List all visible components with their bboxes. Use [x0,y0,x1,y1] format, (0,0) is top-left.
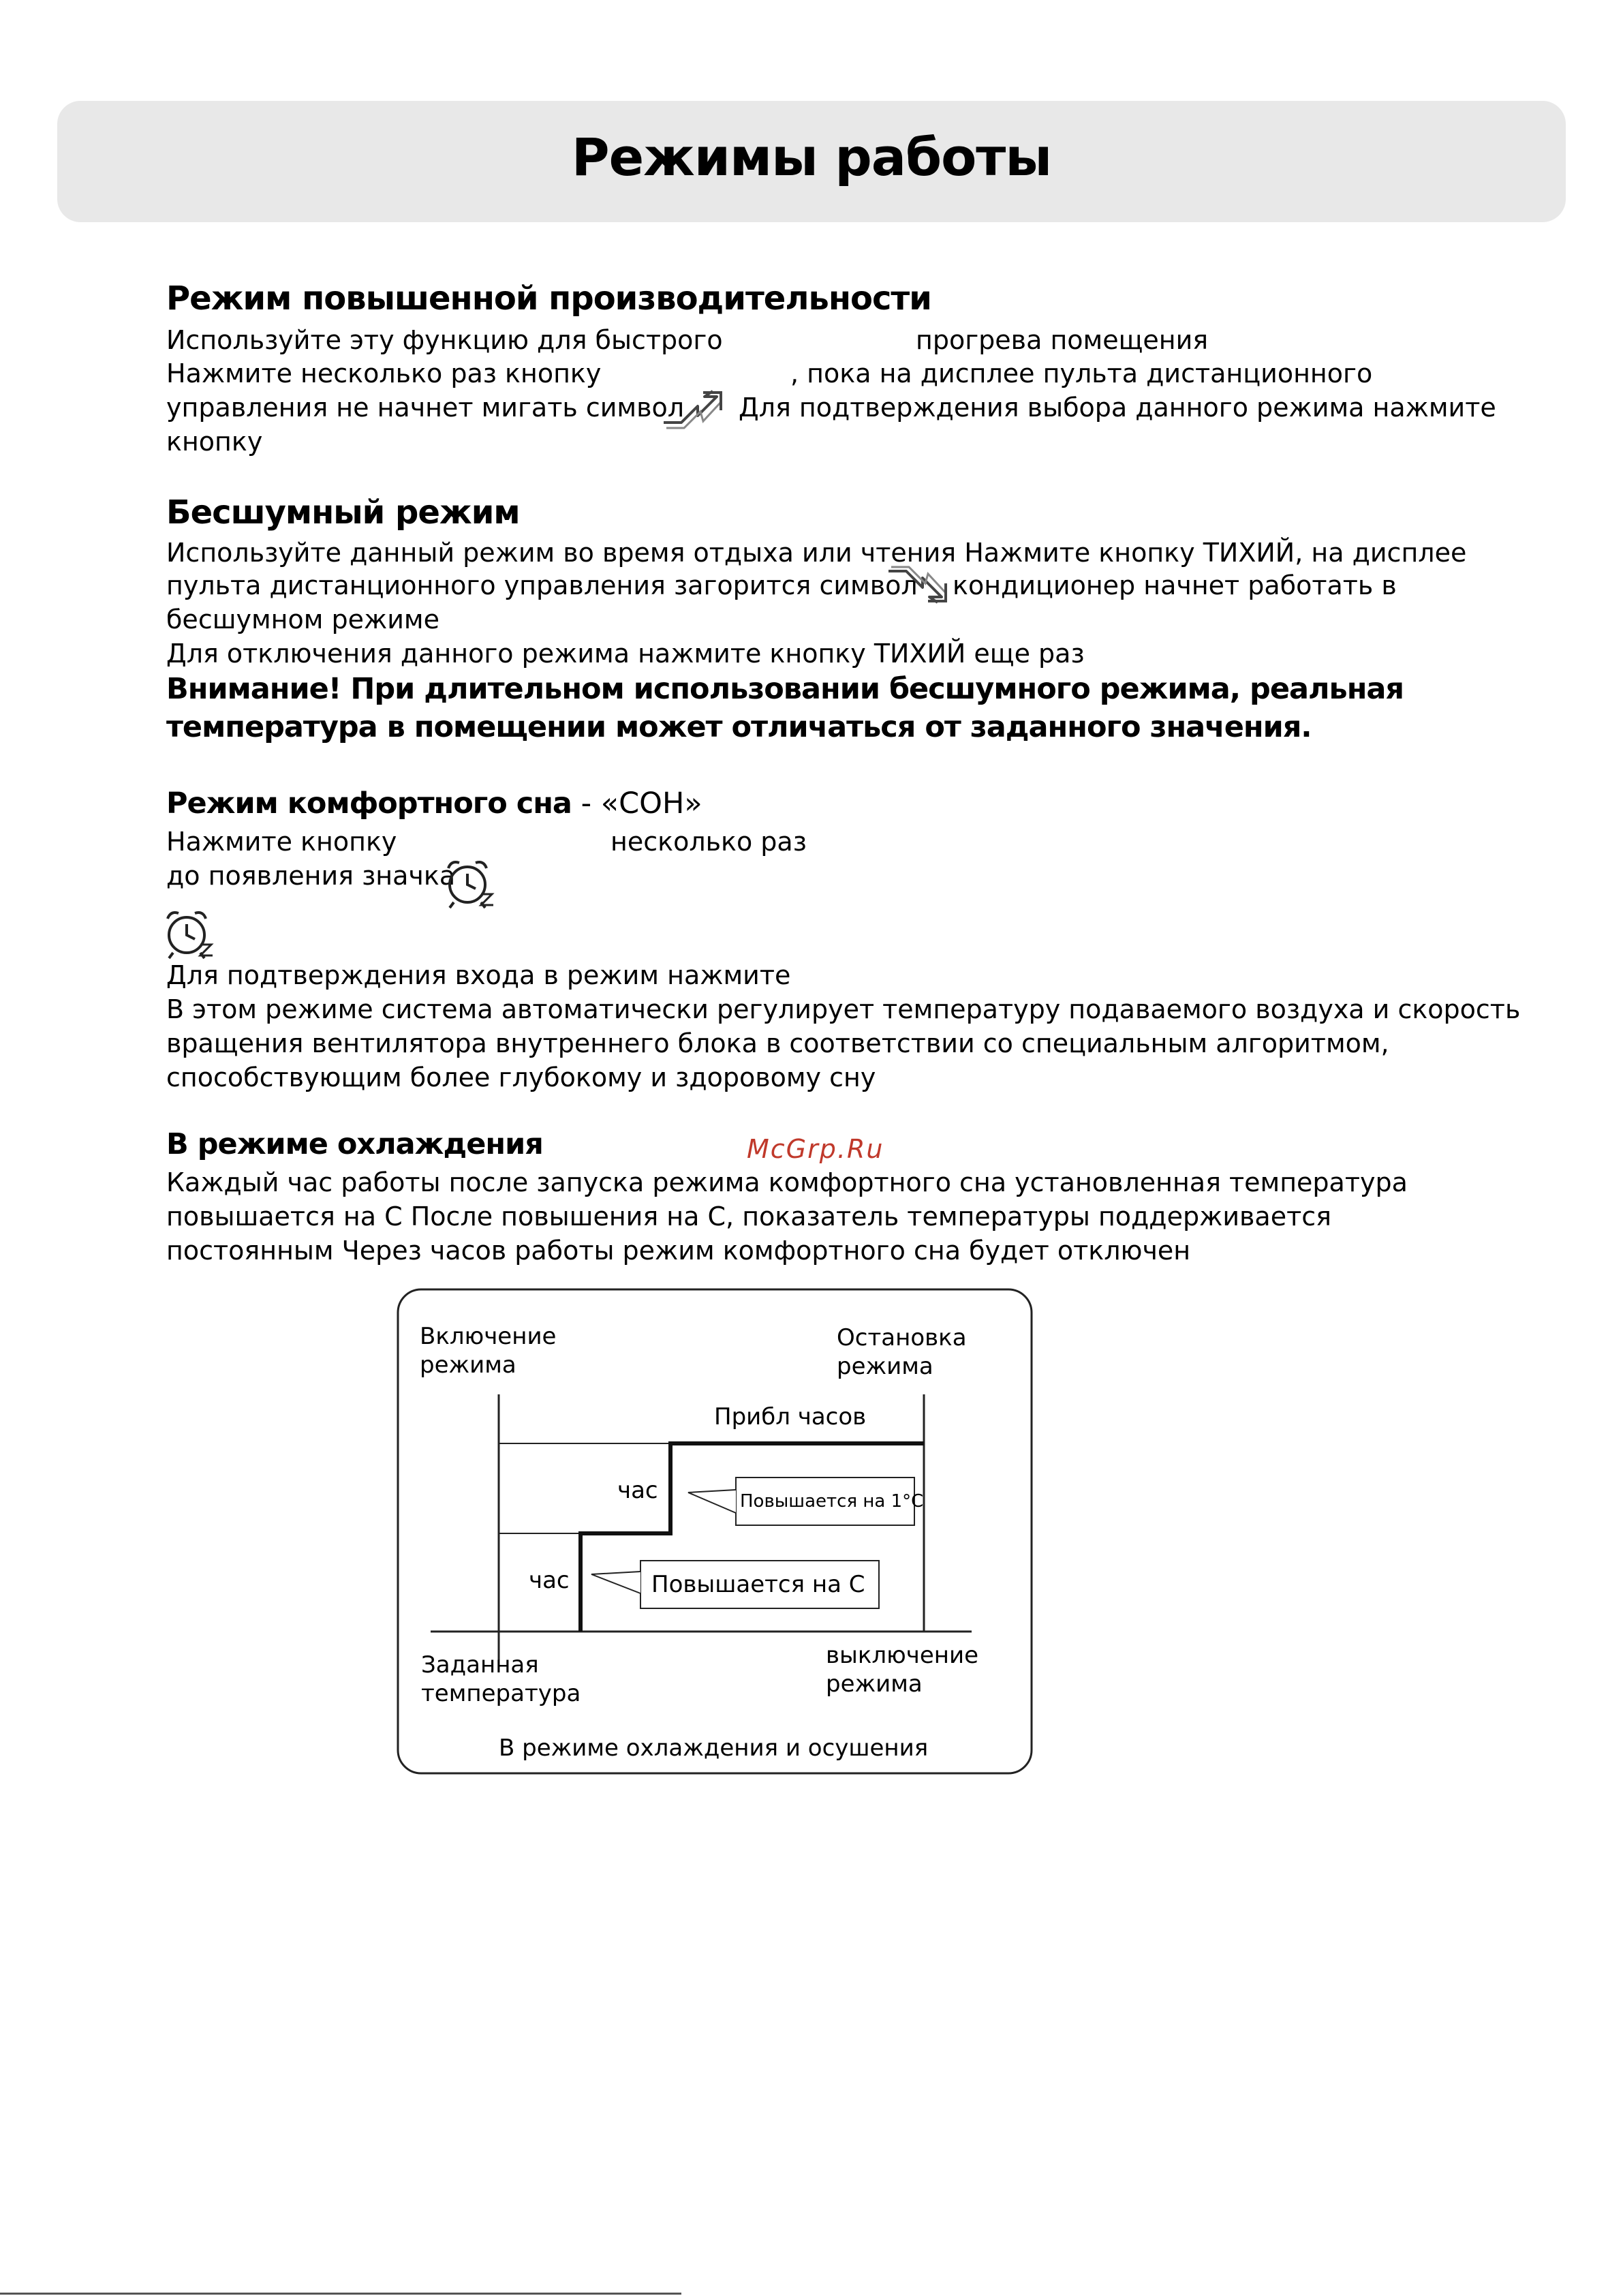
turbo-text-2b: , пока на дисплее пульта дистанционного [790,358,1373,388]
sleep-heading: Режим комфортного сна [166,786,572,821]
turbo-text-3b: Для подтверждения выбора данного режима нажмите [739,393,1496,423]
sleep-text-6: способствующим более глубокому и здоровому сну [166,1062,876,1092]
diagram-set-temp-2: температура [421,1680,581,1707]
turbo-heading: Режим повышенной производительности [166,279,931,318]
cooling-text-2: повышается на С После повышения на С, показатель температуры поддерживается [166,1201,1331,1231]
sleep-text-1a: Нажмите кнопку [166,827,397,857]
watermark: McGrp.Ru [747,1134,884,1164]
sleep-heading-suffix: - «СОН» [571,786,702,821]
turbo-text-1a: Используйте эту функцию для быстрого [166,325,723,355]
turbo-text-2a: Нажмите несколько раз кнопку [166,358,602,388]
diagram-callout-lower: Повышается на С [651,1571,865,1598]
sleep-text-3: Для подтверждения входа в режим нажмите [166,960,791,990]
diagram-caption: В режиме охлаждения и осушения [499,1734,929,1762]
sleep-text-1b: несколько раз [610,827,807,857]
diagram-callout-upper: Повышается на 1°C [740,1491,924,1512]
turbo-text-1b: прогрева помещения [916,325,1209,355]
silent-text-2b: кондиционер начнет работать в [953,570,1397,600]
silent-text-3: бесшумном режиме [166,604,439,634]
cooling-text-3: постоянным Через часов работы режим комфортного сна будет отключен [166,1236,1191,1266]
diagram-hour-upper: час [617,1477,658,1504]
sleep-text-5: вращения вентилятора внутреннего блока в соответствии со специальным алгоритмом, [166,1028,1389,1058]
silent-text-4: Для отключения данного режима нажмите кнопку ТИХИЙ еще раз [166,639,1085,669]
diagram-off-label-1: выключение [826,1642,979,1669]
silent-text-1: Используйте данный режим во время отдыха или чтения Нажмите кнопку ТИХИЙ, на дисплее [166,538,1467,568]
diagram-stop-label-1: Остановка [837,1324,967,1351]
diagram-stop-label-2: режима [837,1353,933,1380]
silent-text-2a: пульта дистанционного управления загорится символ [166,570,918,600]
diagram-start-label-1: Включение [420,1323,557,1350]
diagram-set-temp-1: Заданная [421,1651,539,1679]
diagram-approx-hours: Прибл часов [714,1403,867,1430]
silent-warning-1: Внимание! При длительном использовании бесшумного режима, реальная [166,672,1404,706]
diagram-hour-lower: час [529,1567,570,1594]
silent-warning-2: температура в помещении может отличаться от заданного значения. [166,710,1312,744]
footer-line [0,2293,681,2295]
cooling-heading: В режиме охлаждения [166,1127,543,1161]
page-title: Режимы работы [571,127,1052,187]
silent-heading: Бесшумный режим [166,493,520,532]
cooling-text-1: Каждый час работы после запуска режима комфортного сна установленная температура [166,1167,1408,1197]
sleep-text-4: В этом режиме система автоматически регулирует температуру подаваемого воздуха и скорость [166,994,1521,1024]
turbo-text-4: кнопку [166,427,263,457]
diagram-start-label-2: режима [420,1351,516,1379]
sleep-text-2: до появления значка [166,861,456,891]
diagram-off-label-2: режима [826,1670,923,1698]
turbo-text-3a: управления не начнет мигать символ [166,393,685,423]
